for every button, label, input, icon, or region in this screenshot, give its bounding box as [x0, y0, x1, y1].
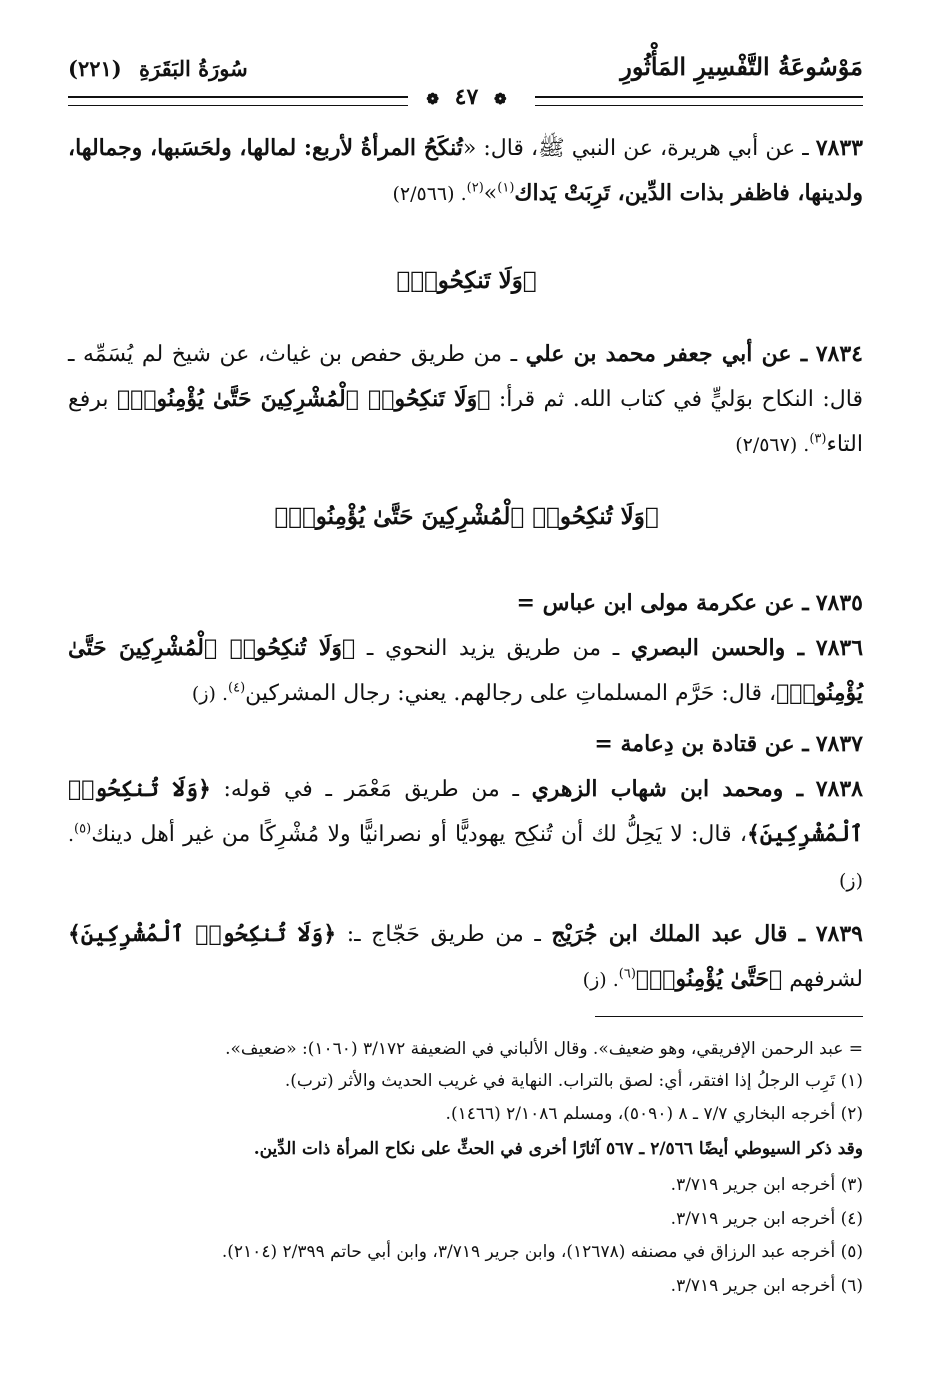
ornament-icon: ❁ [493, 90, 507, 108]
page-number: ٤٧ [454, 84, 479, 110]
footnote-marker: (٤) [228, 680, 246, 696]
page-number-block [0, 84, 933, 110]
entry-number: ٧٨٣٨ [815, 776, 863, 802]
narrator: ـ والحسن البصري [630, 635, 805, 661]
quran-verse: ﴿وَلَا تُنكِحُوا۟ ٱلْمُشْرِكِينَ﴾ [68, 921, 337, 947]
entry-text: ، قال: حَرَّم المسلماتِ على رجالهم. يعني: رجال المشركين [245, 681, 777, 706]
quran-verse: ﴿وَلَا تُنكِحُوا۟ ٱلْمُشْرِكِينَ﴾ [68, 776, 863, 847]
footnote-line: (٤) أخرجه ابن جرير ٣/٧١٩. [670, 1209, 863, 1229]
entry-number: ٧٨٣٩ [815, 921, 863, 947]
entry-text: ـ عن قتادة بن دِعامة = [594, 731, 809, 757]
book-title: مَوْسُوعَةُ التَّفْسِيرِ المَأْثُورِ [620, 52, 863, 81]
narrator: ـ عن أبي جعفر محمد بن علي [525, 341, 808, 367]
ornament-icon: ❁ [426, 90, 439, 108]
sura-name: سُورَةُ البَقَرَةِ [139, 56, 248, 81]
quote-close: » [483, 181, 498, 206]
entry-text: ـ من طريق يزيد النحوي ـ [355, 636, 631, 661]
entry-number: ٧٨٣٣ [815, 135, 863, 161]
footnote-line: (١) تَرِب الرجلُ إذا افتقر، أي: لصق بالتراب. النهاية في غريب الحديث والأثر (ترب). [284, 1071, 863, 1091]
section-heading: ﴿وَلَا تَنكِحُوا۟﴾ [396, 267, 537, 294]
entry-intro: ـ عن أبي هريرة، عن النبي ﷺ، قال: « [462, 136, 809, 161]
footnote-marker: (٢) [466, 180, 484, 196]
quran-verse: ﴿حَتَّىٰ يُؤْمِنُوا۟﴾ [635, 966, 783, 992]
entry-7838 [68, 767, 863, 904]
entry-7836 [68, 626, 863, 717]
section-heading: ﴿وَلَا تُنكِحُوا۟ ٱلْمُشْرِكِينَ حَتَّىٰ يُؤْمِنُوا۟﴾ [274, 503, 659, 530]
entry-text: برفع التاء [68, 387, 863, 457]
entry-7837 [68, 722, 863, 767]
footnote-line: وقد ذكر السيوطي أيضًا ٢/٥٦٦ ـ ٥٦٧ آثارًا أخرى في الحثِّ على نكاح المرأة ذات الدِّين. [253, 1139, 863, 1159]
footnote-rule [595, 1016, 863, 1017]
running-head [68, 56, 248, 81]
narrator: ـ قال عبد الملك ابن جُرَيْج [551, 921, 806, 947]
footnote-line: = عبد الرحمن الإفريقي، وهو ضعيف». وقال الألباني في الضعيفة ٣/١٧٢ (١٠٦٠): «ضعيف». [225, 1039, 863, 1059]
hadith-text: تُنكَحُ المرأةُ لأربع: لمالها، ولحَسَبها، وجمالها، ولدينها، فاظفر بذات الدِّين، تَرِبَتْ يَداك [68, 135, 863, 206]
footnote-marker: (٣) [809, 431, 827, 447]
footnote-line: (٦) أخرجه ابن جرير ٣/٧١٩. [670, 1276, 863, 1296]
quran-verse: ﴿وَلَا تَنكِحُوا۟ ٱلْمُشْرِكِينَ حَتَّىٰ يُؤْمِنُوا۟﴾ [116, 386, 491, 412]
entry-number: ٧٨٣٦ [815, 635, 864, 661]
source-ref: . (ز) [582, 969, 619, 991]
footnote-marker: (٦) [618, 966, 636, 982]
entry-number: ٧٨٣٥ [815, 590, 863, 616]
verse-ref: (٢٢١) [68, 56, 122, 81]
entry-number: ٧٨٣٤ [815, 341, 863, 367]
entry-7834 [68, 332, 863, 468]
quran-verse: ﴿وَلَا تُنكِحُوا۟ ٱلْمُشْرِكِينَ حَتَّىٰ يُؤْمِنُوا۟﴾ [68, 635, 863, 706]
source-ref: . (٢/٥٦٦) [392, 183, 467, 205]
footnote-line: (٢) أخرجه البخاري ٧/٧ ـ ٨ (٥٠٩٠)، ومسلم ٢/١٠٨٦ (١٤٦٦). [445, 1104, 863, 1124]
entry-7839 [68, 912, 863, 1003]
entry-text: ـ من طريق مَعْمَر ـ في قوله: [210, 777, 532, 802]
footnote-line: (٣) أخرجه ابن جرير ٣/٧١٩. [670, 1175, 863, 1195]
entry-text: ـ عن عكرمة مولى ابن عباس = [516, 590, 809, 616]
source-ref: . (٢/٥٦٧) [735, 434, 810, 456]
source-ref: . (ز) [68, 824, 863, 892]
entry-number: ٧٨٣٧ [815, 731, 863, 757]
entry-7833 [68, 126, 863, 217]
entry-text: ـ من طريق حفص بن غياث، عن شيخ لم يُسَمِّه ـ قال: النكاح بوَليٍّ في كتاب الله. ثم قرأ: [68, 342, 863, 412]
entry-text: لشرفهم [782, 967, 863, 992]
source-ref: . (ز) [191, 683, 229, 705]
footnote-marker: (٥) [74, 821, 92, 837]
narrator: ـ ومحمد ابن شهاب الزهري [531, 776, 804, 802]
footnote-marker: (١) [497, 180, 515, 196]
footnote-line: (٥) أخرجه عبد الرزاق في مصنفه (١٢٦٧٨)، وابن جرير ٣/٧١٩، وابن أبي حاتم ٢/٣٩٩ (٢١٠٤). [221, 1242, 863, 1262]
entry-text: ، قال: لا يَحِلُّ لك أن تُنكِح يهوديًّا أو نصرانيًّا ولا مُشْرِكًا من غير أهل دينك [91, 822, 747, 847]
entry-text: ـ من طريق حَجّاج ـ: [336, 922, 552, 947]
entry-7835 [68, 581, 863, 626]
